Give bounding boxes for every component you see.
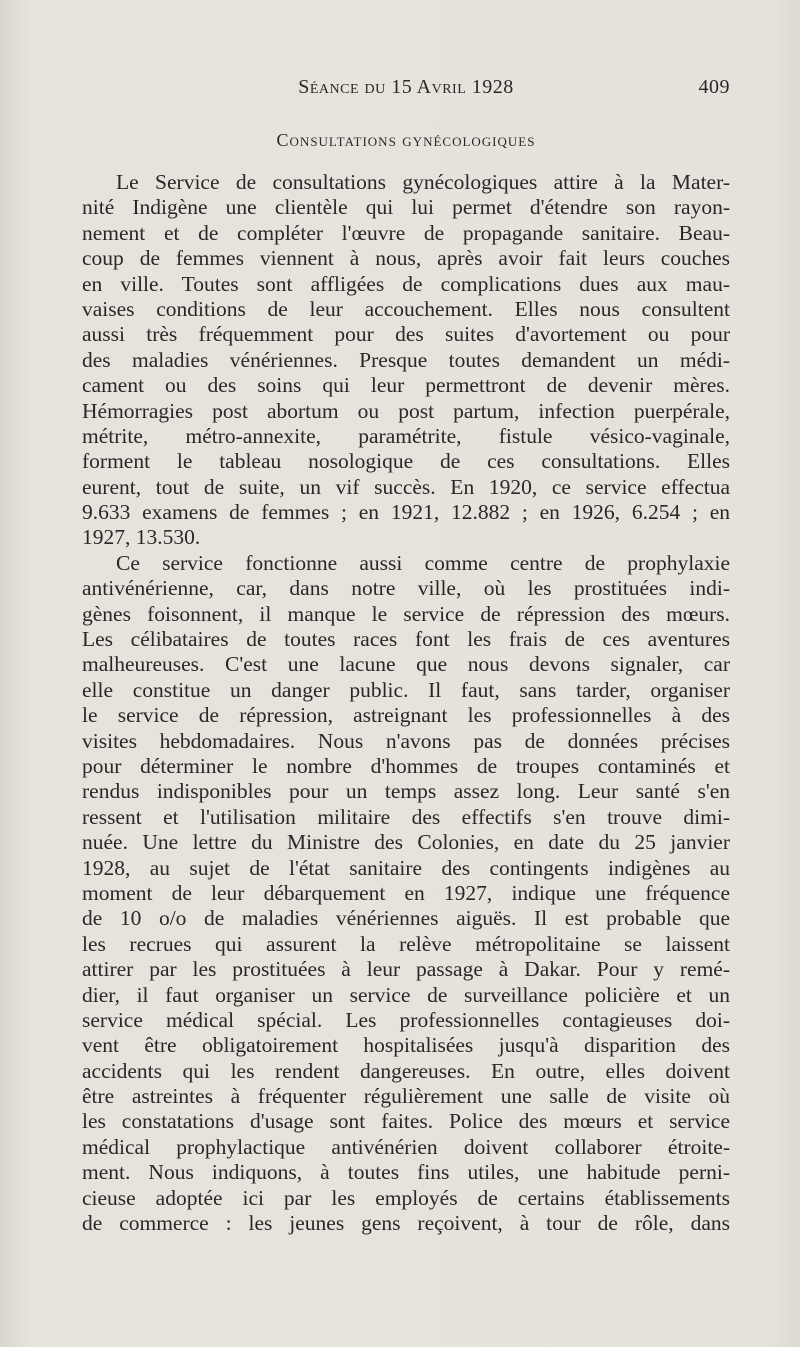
- text-line: être astreintes à fréquenter régulièrement une salle de visite où: [82, 1084, 730, 1109]
- text-line: Le Service de consultations gynécologiques attire à la Mater-: [116, 170, 730, 194]
- text-line: les recrues qui assurent la relève métropolitaine se laissent: [82, 931, 730, 956]
- text-line: pour déterminer le nombre d'hommes de troupes contaminés et: [82, 753, 730, 778]
- text-line: elle constitue un danger public. Il faut, sans tarder, organiser: [82, 677, 730, 702]
- text-line: dier, il faut organiser un service de surveillance policière et un: [82, 982, 730, 1007]
- text-line: nuée. Une lettre du Ministre des Colonies, en date du 25 janvier: [82, 830, 730, 855]
- text-line: vent être obligatoirement hospitalisées jusqu'à disparition des: [82, 1033, 730, 1058]
- text-line: cament ou des soins qui leur permettront de devenir mères.: [82, 373, 730, 398]
- text-line: forment le tableau nosologique de ces consultations. Elles: [82, 449, 730, 474]
- running-title: Séance du 15 Avril 1928: [298, 76, 514, 98]
- text-line: visites hebdomadaires. Nous n'avons pas de données précises: [82, 728, 730, 753]
- body-text: [82, 170, 730, 1236]
- text-line: médical prophylactique antivénérien doivent collaborer étroite-: [82, 1134, 730, 1159]
- text-line: 1927, 13.530.: [82, 525, 201, 550]
- text-line: Les célibataires de toutes races font les frais de ces aventures: [82, 627, 730, 652]
- section-title: Consultations gynécologiques: [276, 130, 536, 150]
- text-line: antivénérienne, car, dans notre ville, où les prostituées indi-: [82, 576, 730, 601]
- text-line: Hémorragies post abortum ou post partum, infection puerpérale,: [82, 398, 730, 423]
- text-line: des maladies vénériennes. Presque toutes demandent un médi-: [82, 347, 730, 372]
- text-line: 9.633 examens de femmes ; en 1921, 12.882 ; en 1926, 6.254 ; en: [82, 500, 730, 525]
- text-line: de 10 o/o de maladies vénériennes aiguës. Il est probable que: [82, 906, 730, 931]
- text-line: malheureuses. C'est une lacune que nous devons signaler, car: [82, 652, 730, 677]
- text-line: cieuse adoptée ici par les employés de certains établissements: [82, 1185, 730, 1210]
- text-line: moment de leur débarquement en 1927, indique une fréquence: [82, 880, 730, 905]
- text-line: nité Indigène une clientèle qui lui permet d'étendre son rayon-: [82, 195, 730, 220]
- text-line: en ville. Toutes sont affligées de complications dues aux mau-: [82, 271, 730, 296]
- text-line: service médical spécial. Les professionnelles contagieuses doi-: [82, 1007, 730, 1032]
- text-line: aussi très fréquemment pour des suites d'avortement ou pour: [82, 322, 730, 347]
- text-line: le service de répression, astreignant les professionnelles à des: [82, 703, 730, 728]
- text-line: métrite, métro-annexite, paramétrite, fistule vésico-vaginale,: [82, 423, 730, 448]
- text-line: coup de femmes viennent à nous, après avoir fait leurs couches: [82, 246, 730, 271]
- text-line: ressent et l'utilisation militaire des effectifs s'en trouve dimi-: [82, 804, 730, 829]
- text-line: Ce service fonctionne aussi comme centre de prophylaxie: [116, 550, 730, 575]
- text-line: ment. Nous indiquons, à toutes fins utiles, une habitude perni-: [82, 1160, 730, 1185]
- text-line: eurent, tout de suite, un vif succès. En 1920, ce service effectua: [82, 474, 730, 499]
- text-line: vaises conditions de leur accouchement. Elles nous consultent: [82, 296, 730, 321]
- page-number: 409: [698, 76, 730, 98]
- text-line: gènes foisonnent, il manque le service de répression des mœurs.: [82, 601, 730, 626]
- running-header: [82, 76, 730, 108]
- text-line: les constatations d'usage sont faites. Police des mœurs et service: [82, 1109, 730, 1134]
- text-line: 1928, au sujet de l'état sanitaire des contingents indigènes au: [82, 855, 730, 880]
- text-line: attirer par les prostituées à leur passage à Dakar. Pour y remé-: [82, 957, 730, 982]
- text-line: de commerce : les jeunes gens reçoivent, à tour de rôle, dans: [82, 1211, 730, 1236]
- text-line: rendus indisponibles pour un temps assez long. Leur santé s'en: [82, 779, 730, 804]
- text-line: nement et de compléter l'œuvre de propagande sanitaire. Beau-: [82, 220, 730, 245]
- text-line: accidents qui les rendent dangereuses. En outre, elles doivent: [82, 1058, 730, 1083]
